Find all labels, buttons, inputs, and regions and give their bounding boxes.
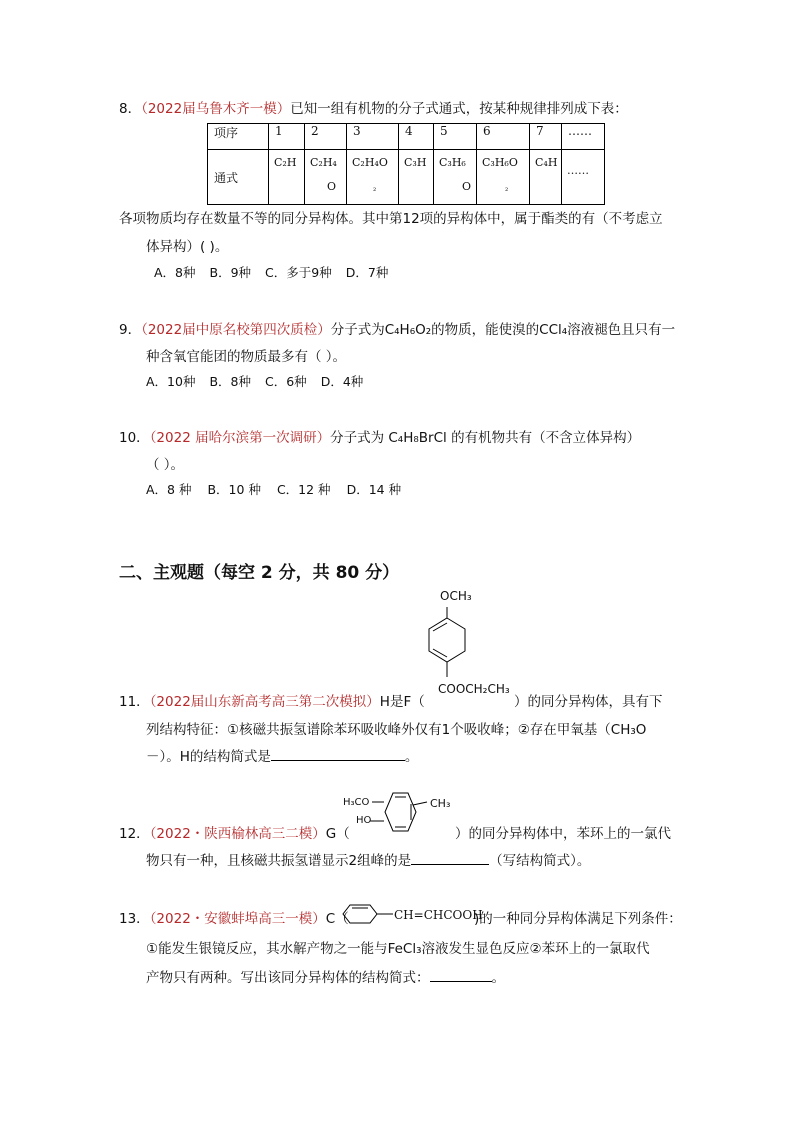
q11-number: 11． bbox=[119, 694, 150, 710]
formula: C₂H bbox=[274, 156, 297, 169]
q12-stem-post: ）的同分异构体中，苯环上的一氯代 bbox=[455, 826, 671, 842]
q13-stem-pre bbox=[119, 907, 349, 927]
table-cell: 4 bbox=[399, 124, 434, 150]
q12-line2-text: 物只有一种，且核磁共振氢谱显示2组峰的是 bbox=[146, 853, 412, 869]
q12-source: （2022・陕西榆林高三二模） bbox=[149, 826, 326, 842]
q8-text: 已知一组有机物的分子式通式，按某种规律排列成下表： bbox=[290, 101, 628, 117]
table-header-formulas: 通式 bbox=[208, 150, 269, 205]
q9-text: 分子式为C₄H₆O₂的物质，能使溴的CCl₄溶液褪色且只有一 bbox=[330, 322, 676, 338]
table-cell: …… bbox=[562, 124, 605, 150]
option-b: B．10 种 bbox=[207, 482, 261, 497]
q9-line2: 种含氧官能团的物质最多有（ ）。 bbox=[146, 349, 347, 365]
q9-number: 9． bbox=[119, 322, 142, 338]
q11-stem-post: ）的同分异构体，具有下 bbox=[514, 694, 663, 710]
table-cell bbox=[434, 150, 477, 205]
formula-sub: ₂ bbox=[373, 184, 377, 193]
table-cell: 3 bbox=[347, 124, 399, 150]
option-a: A．8种 bbox=[154, 265, 196, 280]
table-cell bbox=[530, 150, 562, 205]
q13-struct-tail: CH=CHCOOH bbox=[394, 908, 483, 922]
q11-stem-pre bbox=[119, 690, 425, 710]
q9-options bbox=[146, 372, 363, 390]
q12-struct-left-bottom: HO bbox=[356, 815, 372, 826]
option-a: A．10种 bbox=[146, 374, 196, 389]
q8-stem bbox=[119, 97, 628, 117]
q8-number: 8． bbox=[119, 101, 142, 117]
q12-line2 bbox=[146, 849, 590, 869]
q13-number: 13． bbox=[119, 911, 150, 927]
q10-text: 分子式为 C₄H₈BrCl 的有机物共有（不含立体异构） bbox=[330, 430, 641, 446]
option-b: B．8种 bbox=[209, 374, 251, 389]
q11-line3-end: 。 bbox=[404, 749, 419, 765]
formula: C₂H₄ bbox=[310, 156, 337, 169]
option-a: A．8 种 bbox=[146, 482, 192, 497]
q11-answer-blank[interactable] bbox=[271, 746, 405, 761]
table-cell bbox=[347, 150, 399, 205]
table-cell: 7 bbox=[530, 124, 562, 150]
q11-line2: 列结构特征：①核磁共振氢谱除苯环吸收峰外仅有1个吸收峰；②存在甲氧基（CH₃O bbox=[146, 722, 647, 738]
table-row-items bbox=[208, 124, 605, 150]
formula-o: O bbox=[462, 180, 472, 193]
q13-source: （2022・安徽蚌埠高三一模） bbox=[149, 911, 326, 927]
table-cell: 1 bbox=[269, 124, 305, 150]
q13-pre: C（ bbox=[325, 911, 349, 927]
option-d: D．4种 bbox=[320, 374, 364, 389]
table-cell bbox=[399, 150, 434, 205]
q11-struct-top: OCH₃ bbox=[440, 589, 472, 603]
q10-source: （2022 届哈尔滨第一次调研） bbox=[149, 430, 331, 446]
q11-struct-bottom: COOCH₂CH₃ bbox=[438, 682, 510, 696]
formula-o: O bbox=[327, 180, 337, 193]
q8-line3: 体异构）( )。 bbox=[146, 239, 229, 255]
q8-options bbox=[154, 263, 388, 281]
table-cell bbox=[562, 150, 605, 205]
section-title: 二、主观题（每空 2 分，共 80 分） bbox=[119, 563, 400, 583]
q12-struct-left-top: H₃CO bbox=[343, 797, 370, 808]
q13-stem-post: )的一种同分异构体满足下列条件： bbox=[474, 911, 682, 927]
q12-pre: G（ bbox=[325, 826, 350, 842]
q13-line3-end: 。 bbox=[491, 970, 505, 986]
option-b: B．9种 bbox=[209, 265, 252, 280]
q8-source: （2022届乌鲁木齐一模） bbox=[141, 101, 291, 117]
formula: C₄H bbox=[535, 156, 558, 169]
q12-number: 12． bbox=[119, 826, 150, 842]
option-c: C．6种 bbox=[265, 374, 307, 389]
q12-answer-blank[interactable] bbox=[411, 850, 489, 865]
q13-benzene-ring bbox=[340, 902, 395, 926]
q10-stem bbox=[119, 426, 640, 446]
q8-line2: 各项物质均存在数量不等的同分异构体。其中第12项的异构体中，属于酯类的有（不考虑立 bbox=[119, 211, 663, 227]
q10-options bbox=[146, 480, 401, 498]
option-c: C．12 种 bbox=[276, 482, 331, 497]
formula: C₃H₆ bbox=[439, 156, 466, 169]
formula: C₃H₆O bbox=[482, 156, 518, 169]
formula: …… bbox=[567, 164, 589, 177]
option-c: C．多于9种 bbox=[265, 265, 332, 280]
q13-line3 bbox=[146, 966, 505, 986]
q13-answer-blank[interactable] bbox=[430, 967, 492, 982]
q13-line3-text: 产物只有两种。写出该同分异构体的结构简式： bbox=[146, 970, 430, 986]
table-cell bbox=[305, 150, 347, 205]
table-cell bbox=[477, 150, 530, 205]
table-cell: 5 bbox=[434, 124, 477, 150]
q11-source: （2022届山东新高考高三第二次模拟） bbox=[149, 694, 380, 710]
q11-line3-text: －）。H的结构简式是 bbox=[146, 749, 271, 765]
q13-line2: ①能发生银镜反应，其水解产物之一能与FeCl₃溶液发生显色反应②苯环上的一氯取代 bbox=[146, 941, 650, 957]
formula-sub: ₂ bbox=[505, 184, 509, 193]
q9-stem bbox=[119, 318, 675, 338]
q12-stem-pre bbox=[119, 822, 350, 842]
formula: C₃H bbox=[404, 156, 427, 169]
formula: C₂H₄O bbox=[352, 156, 388, 169]
table-header-items: 项序 bbox=[208, 124, 269, 150]
q10-line2: （ ）。 bbox=[146, 457, 185, 473]
q12-struct-right: CH₃ bbox=[430, 797, 451, 810]
table-cell: 2 bbox=[305, 124, 347, 150]
table-cell bbox=[269, 150, 305, 205]
q10-number: 10． bbox=[119, 430, 150, 446]
q8-formula-table bbox=[207, 123, 605, 205]
q11-pre: H是F（ bbox=[379, 694, 425, 710]
option-d: D．14 种 bbox=[346, 482, 402, 497]
q11-line3 bbox=[146, 745, 418, 765]
q12-line2-end: （写结构简式）。 bbox=[489, 853, 591, 869]
table-row-formulas bbox=[208, 150, 605, 205]
q9-source: （2022届中原名校第四次质检） bbox=[141, 322, 331, 338]
option-d: D．7种 bbox=[345, 265, 389, 280]
table-cell: 6 bbox=[477, 124, 530, 150]
